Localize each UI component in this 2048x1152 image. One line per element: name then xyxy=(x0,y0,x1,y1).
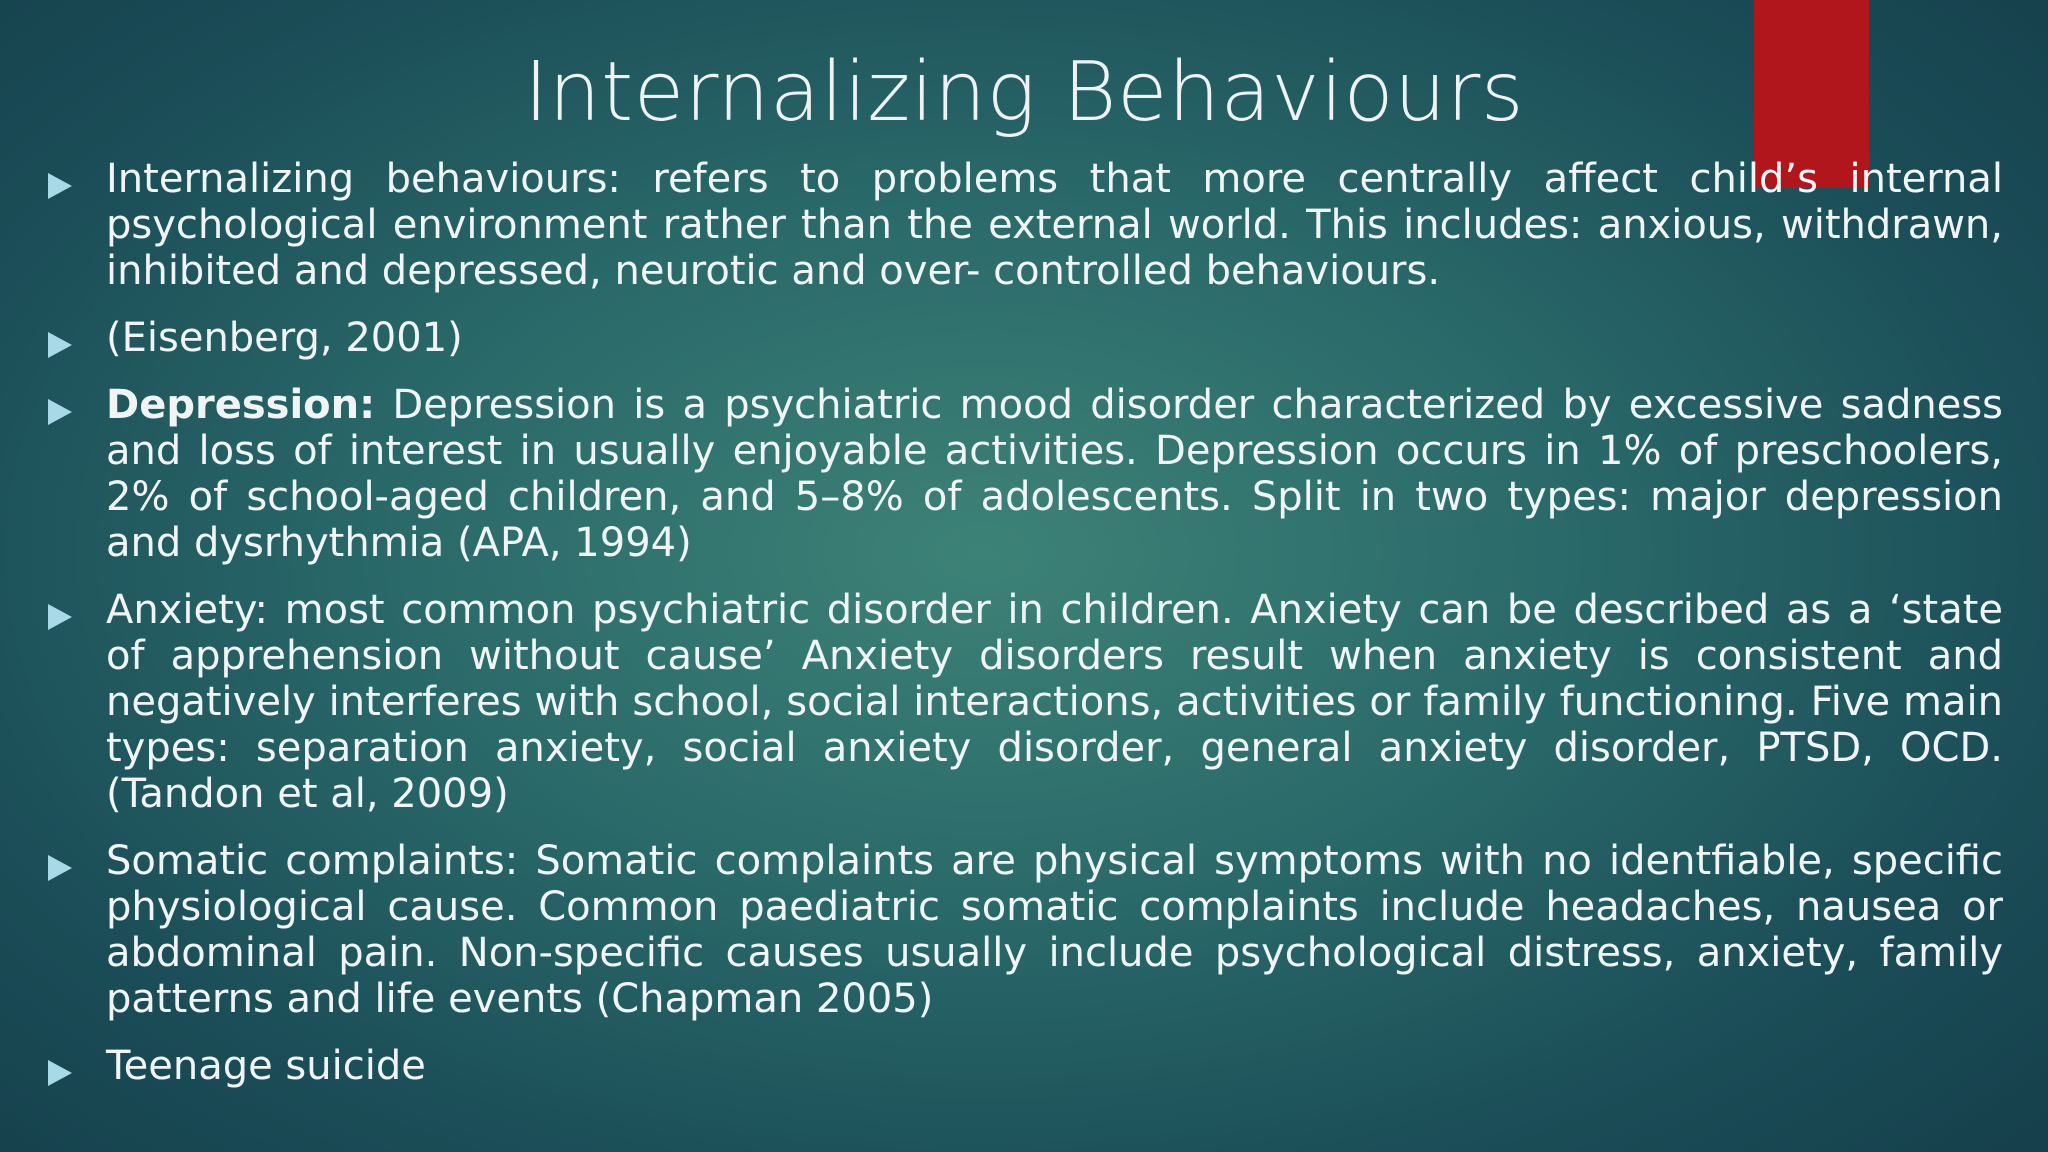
triangle-bullet-icon xyxy=(48,399,72,425)
bullet-text: Internalizing behaviours: refers to problems that more centrally affect child’s internal psychological environment rather than the external world. This includes: anxious, withdrawn, inhibited and depressed, neurotic and over- controlled behaviours. xyxy=(106,156,2003,294)
bullet-depression xyxy=(48,382,2003,566)
triangle-bullet-icon xyxy=(48,332,72,358)
slide-title: Internalizing Behaviours xyxy=(523,45,1525,140)
bullet-somatic-complaints xyxy=(48,838,2003,1022)
bullet-teenage-suicide xyxy=(48,1043,2003,1089)
bullet-anxiety xyxy=(48,587,2003,817)
triangle-bullet-icon xyxy=(48,1060,72,1086)
bullet-text: Teenage suicide xyxy=(106,1043,426,1089)
triangle-bullet-icon xyxy=(48,855,72,881)
bullet-internalizing-definition xyxy=(48,156,2003,294)
bullet-bold-lead: Depression: xyxy=(106,382,376,428)
bullet-text: (Eisenberg, 2001) xyxy=(106,315,463,361)
triangle-bullet-icon xyxy=(48,173,72,199)
triangle-bullet-icon xyxy=(48,604,72,630)
bullet-text: Anxiety: most common psychiatric disorder in children. Anxiety can be described as a ‘state of apprehension without cause’ Anxiety disorders result when anxiety is consistent and negatively interferes with school, social interactions, activities or family functioning. Five main types: separation anxiety, social anxiety disorder, general anxiety disorder, PTSD, OCD. (Tandon et al, 2009) xyxy=(106,587,2003,817)
bullet-citation-eisenberg xyxy=(48,315,2003,361)
bullet-text: Somatic complaints: Somatic complaints are physical symptoms with no identfiable, specific physiological cause. Common paediatric somatic complaints include headaches, nausea or abdominal pain. Non-specific causes usually include psychological distress, anxiety, family patterns and life events (Chapman 2005) xyxy=(106,838,2003,1022)
bullet-text: Depression: Depression is a psychiatric mood disorder characterized by excessive sadness and loss of interest in usually enjoyable activities. Depression occurs in 1% of preschoolers, 2% of school-aged children, and 5–8% of adolescents. Split in two types: major depression and dysrhythmia (APA, 1994) xyxy=(106,382,2003,566)
bullet-list xyxy=(48,156,2003,1110)
